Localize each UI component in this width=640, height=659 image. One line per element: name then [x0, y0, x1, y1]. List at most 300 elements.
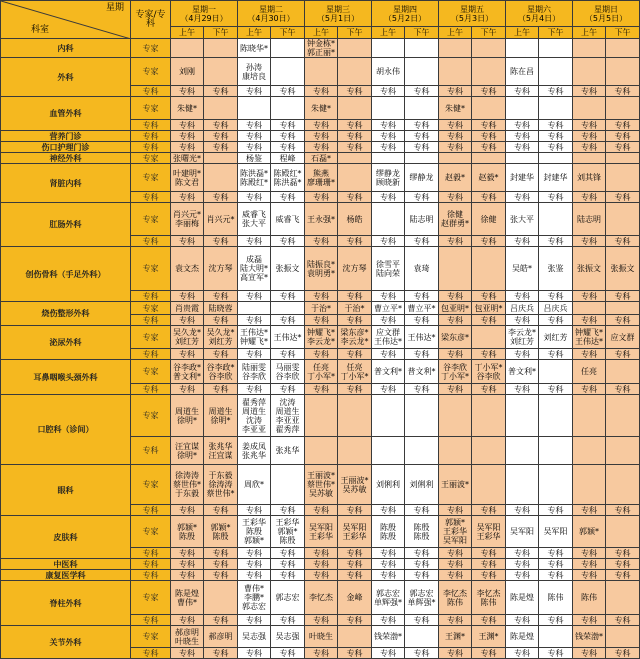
schedule-cell: 梁东彦* 李云龙* [338, 326, 372, 349]
schedule-cell [606, 437, 640, 465]
department-name: 康复医学科 [1, 570, 131, 581]
schedule-cell: 专科 [372, 315, 405, 326]
schedule-cell: 翟秀萍 周道生 沈涛 李亚亚 [238, 395, 271, 437]
schedule-cell: 专科 [238, 384, 271, 395]
schedule-cell: 专科 [439, 236, 472, 247]
schedule-cell: 陆志明 [573, 203, 606, 236]
schedule-cell [405, 58, 439, 86]
schedule-cell: 任亮 丁小军* [305, 360, 338, 384]
schedule-cell: 吕庆兵 [539, 302, 573, 315]
schedule-cell: 专科 [405, 142, 439, 153]
schedule-cell: 专科 [338, 615, 372, 626]
schedule-cell: 专科 [238, 548, 271, 559]
schedule-row [1, 626, 640, 648]
schedule-cell: 专科 [472, 548, 506, 559]
department-name: 眼科 [1, 465, 131, 516]
schedule-cell: 陈晓华* [238, 39, 271, 58]
schedule-cell: 专科 [204, 570, 238, 581]
schedule-cell: 钟耀飞* 李云龙* [305, 326, 338, 349]
schedule-cell: 陈是煌 [506, 581, 539, 615]
schedule-cell: 沈涛 周道生 李亚亚 翟秀萍 [271, 395, 305, 437]
schedule-cell: 专科 [338, 505, 372, 516]
schedule-cell [405, 395, 439, 437]
schedule-cell: 专科 [573, 192, 606, 203]
schedule-cell [472, 395, 506, 437]
schedule-row [1, 395, 640, 437]
schedule-cell: 专科 [171, 559, 204, 570]
schedule-cell: 成磊 陆大明* 高宣军* [238, 247, 271, 291]
clinic-type: 专科 [131, 648, 171, 659]
schedule-cell: 专科 [171, 349, 204, 360]
day-header: 星期三 （5月1日） [305, 1, 372, 27]
schedule-cell: 专科 [405, 291, 439, 302]
schedule-cell: 专科 [405, 192, 439, 203]
schedule-row [1, 164, 640, 192]
schedule-cell: 专科 [405, 559, 439, 570]
schedule-cell: 肖兴元* 李丽梅 [171, 203, 204, 236]
schedule-cell: 专科 [606, 120, 640, 131]
schedule-cell: 专科 [506, 120, 539, 131]
schedule-cell: 专科 [439, 384, 472, 395]
schedule-row [1, 465, 640, 505]
schedule-cell: 专科 [539, 131, 573, 142]
schedule-cell: 专科 [472, 559, 506, 570]
clinic-type: 专家 [131, 39, 171, 58]
schedule-cell: 专科 [305, 192, 338, 203]
day-header: 星期五 （5月3日） [439, 1, 506, 27]
clinic-type: 专科 [131, 384, 171, 395]
schedule-cell: 曹立平* [405, 302, 439, 315]
schedule-cell [204, 58, 238, 86]
schedule-cell [539, 465, 573, 505]
schedule-cell: 李忆杰 [305, 581, 338, 615]
schedule-cell [573, 39, 606, 58]
schedule-cell: 郭志宏 [271, 581, 305, 615]
schedule-cell: 吴久龙* 刘红芳 [204, 326, 238, 349]
schedule-cell: 专科 [506, 192, 539, 203]
schedule-cell: 专科 [472, 570, 506, 581]
day-header: 星期一 （4月29日） [171, 1, 238, 27]
schedule-cell: 石磊* [305, 153, 338, 164]
schedule-cell: 专科 [372, 615, 405, 626]
schedule-cell: 专科 [271, 86, 305, 97]
schedule-cell: 谷李政* 谷李欣 [204, 360, 238, 384]
clinic-type: 专科 [131, 142, 171, 153]
schedule-cell: 钱荣渤* [372, 626, 405, 648]
schedule-cell: 专科 [171, 120, 204, 131]
schedule-cell: 郭志宏 单辉强* [405, 581, 439, 615]
schedule-cell: 王伟达* 钟耀飞* [238, 326, 271, 349]
schedule-cell [338, 437, 372, 465]
schedule-row [1, 570, 640, 581]
schedule-cell: 袁琦 [405, 247, 439, 291]
department-name: 口腔科（诊间） [1, 395, 131, 465]
schedule-cell [439, 39, 472, 58]
schedule-cell: 专科 [472, 192, 506, 203]
schedule-cell [338, 626, 372, 648]
schedule-cell [472, 326, 506, 349]
schedule-cell: 张兆华 汪宜谋 [204, 437, 238, 465]
schedule-cell: 专科 [372, 384, 405, 395]
schedule-row [1, 581, 640, 615]
schedule-cell: 专科 [204, 349, 238, 360]
schedule-cell: 王彩华 郭颖* 陈殷 [271, 516, 305, 548]
schedule-cell: 专科 [405, 648, 439, 659]
schedule-cell: 专科 [472, 315, 506, 326]
schedule-cell: 张曙光* [171, 153, 204, 164]
schedule-cell [606, 153, 640, 164]
schedule-cell: 专科 [305, 648, 338, 659]
schedule-cell: 徐雪平 陆向荣 [372, 247, 405, 291]
schedule-cell: 缪静龙 顾晓新 [372, 164, 405, 192]
schedule-cell: 专科 [271, 615, 305, 626]
clinic-type: 专家 [131, 465, 171, 505]
schedule-cell [271, 58, 305, 86]
schedule-cell: 李忆杰 陈伟 [439, 581, 472, 615]
schedule-cell [271, 39, 305, 58]
schedule-cell [606, 97, 640, 120]
schedule-cell: 陈殷 陈殷 [372, 516, 405, 548]
department-name: 关节外科 [1, 626, 131, 659]
schedule-cell [338, 97, 372, 120]
schedule-cell: 郭颖* 陈殷 [171, 516, 204, 548]
clinic-type: 专家 [131, 581, 171, 615]
schedule-cell: 专科 [573, 131, 606, 142]
schedule-cell [606, 39, 640, 58]
schedule-cell: 徐涛涛 蔡世伟* 于东毅 [171, 465, 204, 505]
schedule-cell: 专科 [204, 120, 238, 131]
schedule-cell: 专科 [472, 142, 506, 153]
department-name: 泌尿外科 [1, 326, 131, 360]
schedule-cell [439, 437, 472, 465]
schedule-cell: 专科 [271, 131, 305, 142]
schedule-cell: 专科 [338, 648, 372, 659]
schedule-cell [439, 58, 472, 86]
schedule-cell: 吕庆兵 [506, 302, 539, 315]
schedule-cell [606, 302, 640, 315]
schedule-cell: 包亚明* [439, 302, 472, 315]
half-day-header-am: 上午 [305, 27, 338, 39]
half-day-header-am: 上午 [506, 27, 539, 39]
schedule-cell [573, 437, 606, 465]
schedule-cell: 专科 [305, 548, 338, 559]
clinic-type: 专科 [131, 86, 171, 97]
schedule-cell: 专科 [372, 559, 405, 570]
half-day-header-pm: 下午 [204, 27, 238, 39]
schedule-cell: 专科 [539, 142, 573, 153]
schedule-cell: 专科 [171, 131, 204, 142]
schedule-cell: 应文群 王伟达* [372, 326, 405, 349]
schedule-cell [338, 395, 372, 437]
schedule-cell: 赵毅* [439, 164, 472, 192]
schedule-cell: 王渊* [439, 626, 472, 648]
schedule-cell [305, 58, 338, 86]
schedule-cell [506, 39, 539, 58]
department-name: 神经外科 [1, 153, 131, 164]
schedule-cell: 专科 [372, 142, 405, 153]
clinic-type: 专家 [131, 302, 171, 315]
schedule-cell [238, 302, 271, 315]
schedule-cell: 专科 [204, 559, 238, 570]
schedule-cell [338, 58, 372, 86]
schedule-cell: 谷李欣 丁小军* [439, 360, 472, 384]
schedule-cell: 专科 [506, 559, 539, 570]
clinic-type: 专科 [131, 315, 171, 326]
schedule-cell [271, 465, 305, 505]
schedule-row [1, 247, 640, 291]
schedule-cell: 沈方琴 [338, 247, 372, 291]
schedule-cell: 专科 [606, 236, 640, 247]
schedule-cell [372, 395, 405, 437]
schedule-cell [539, 360, 573, 384]
schedule-cell: 专科 [271, 142, 305, 153]
schedule-cell: 张兆华 [271, 437, 305, 465]
schedule-cell: 专科 [372, 86, 405, 97]
schedule-cell [472, 39, 506, 58]
schedule-cell: 专科 [472, 120, 506, 131]
clinic-type: 专家 [131, 395, 171, 437]
schedule-cell: 专科 [238, 131, 271, 142]
schedule-cell: 孙涛 康培良 [238, 58, 271, 86]
schedule-cell [539, 153, 573, 164]
schedule-cell: 专科 [171, 505, 204, 516]
schedule-cell: 陈在昌 [506, 58, 539, 86]
schedule-row [1, 58, 640, 86]
schedule-cell: 徐健 赵群勇* [439, 203, 472, 236]
clinic-type: 专科 [131, 192, 171, 203]
department-name: 肛肠外科 [1, 203, 131, 247]
schedule-cell: 专科 [506, 615, 539, 626]
schedule-cell: 专科 [506, 86, 539, 97]
schedule-cell: 专科 [539, 291, 573, 302]
schedule-cell: 专科 [338, 315, 372, 326]
schedule-cell: 专科 [472, 291, 506, 302]
schedule-cell: 专科 [238, 648, 271, 659]
schedule-cell: 专科 [506, 131, 539, 142]
schedule-cell [372, 153, 405, 164]
schedule-cell: 普文利* [506, 360, 539, 384]
clinic-type: 专家 [131, 360, 171, 384]
schedule-row [1, 516, 640, 548]
schedule-cell: 专科 [204, 236, 238, 247]
schedule-cell [472, 153, 506, 164]
schedule-cell: 专科 [506, 384, 539, 395]
department-name: 烧伤整形外科 [1, 302, 131, 326]
schedule-cell: 专科 [573, 120, 606, 131]
clinic-type: 专家 [131, 247, 171, 291]
schedule-cell: 专科 [539, 559, 573, 570]
schedule-cell: 专科 [204, 505, 238, 516]
schedule-cell [606, 581, 640, 615]
schedule-cell [204, 581, 238, 615]
clinic-type: 专家 [131, 97, 171, 120]
schedule-cell: 专科 [539, 548, 573, 559]
schedule-cell: 任亮 丁小军* [338, 360, 372, 384]
schedule-row [1, 360, 640, 384]
half-day-header-pm: 下午 [338, 27, 372, 39]
schedule-cell: 封建华 [506, 164, 539, 192]
schedule-cell: 王彩华 陈殷 郭颖* [238, 516, 271, 548]
schedule-cell: 陈殿红* 陈洪磊* [271, 164, 305, 192]
schedule-cell: 叶晓生 [305, 626, 338, 648]
schedule-cell [372, 203, 405, 236]
schedule-cell: 专科 [573, 142, 606, 153]
schedule-cell: 专科 [539, 236, 573, 247]
department-name: 耳鼻咽喉头颈外科 [1, 360, 131, 395]
schedule-cell: 专科 [606, 142, 640, 153]
schedule-cell: 专科 [606, 615, 640, 626]
clinic-type: 专科 [131, 236, 171, 247]
half-day-header-am: 上午 [439, 27, 472, 39]
schedule-cell: 徐健 [472, 203, 506, 236]
schedule-cell: 普文利* [405, 360, 439, 384]
schedule-cell: 专科 [238, 86, 271, 97]
schedule-cell: 威睿飞 张大平 [238, 203, 271, 236]
schedule-cell [573, 302, 606, 315]
schedule-cell: 专科 [506, 505, 539, 516]
half-day-header-pm: 下午 [405, 27, 439, 39]
schedule-cell: 专科 [573, 570, 606, 581]
schedule-cell [204, 97, 238, 120]
schedule-cell: 专科 [405, 548, 439, 559]
schedule-cell: 专科 [606, 384, 640, 395]
schedule-cell: 专科 [539, 648, 573, 659]
department-name: 创伤骨科（手足外科） [1, 247, 131, 302]
schedule-cell: 周欣* [238, 465, 271, 505]
schedule-cell: 专科 [539, 315, 573, 326]
schedule-cell: 专科 [338, 559, 372, 570]
schedule-cell: 专科 [405, 505, 439, 516]
clinic-type: 专家 [131, 164, 171, 192]
schedule-cell: 专科 [573, 559, 606, 570]
schedule-cell: 王永强* [305, 203, 338, 236]
schedule-cell: 专科 [439, 559, 472, 570]
schedule-cell: 专科 [271, 291, 305, 302]
schedule-cell: 专科 [305, 505, 338, 516]
schedule-cell: 专科 [539, 570, 573, 581]
half-day-header-am: 上午 [171, 27, 204, 39]
schedule-cell: 专科 [338, 120, 372, 131]
schedule-cell: 专科 [439, 120, 472, 131]
schedule-cell: 陈是煌 曹伟* [171, 581, 204, 615]
schedule-cell: 钟耀飞* 王伟达* [573, 326, 606, 349]
schedule-cell: 专科 [238, 236, 271, 247]
schedule-cell [305, 395, 338, 437]
schedule-cell: 朱健* [439, 97, 472, 120]
schedule-cell: 熊燕 廖珊珊* [305, 164, 338, 192]
schedule-cell [372, 39, 405, 58]
schedule-cell [204, 164, 238, 192]
schedule-cell: 叶建明* 陈文君 [171, 164, 204, 192]
schedule-cell: 专科 [573, 548, 606, 559]
schedule-cell: 专科 [606, 131, 640, 142]
schedule-cell: 专科 [439, 86, 472, 97]
schedule-cell [539, 203, 573, 236]
schedule-cell: 专科 [338, 142, 372, 153]
schedule-cell: 钟金栋* 郭正丽* [305, 39, 338, 58]
schedule-cell: 专科 [171, 142, 204, 153]
schedule-cell [539, 97, 573, 120]
schedule-cell: 专科 [539, 349, 573, 360]
schedule-cell: 肖兴元* [204, 203, 238, 236]
schedule-cell: 专科 [305, 384, 338, 395]
schedule-cell: 于治* [305, 302, 338, 315]
schedule-cell [338, 153, 372, 164]
clinic-type: 专科 [131, 131, 171, 142]
schedule-cell: 陈是煌 [506, 626, 539, 648]
department-name: 中医科 [1, 559, 131, 570]
schedule-cell: 专科 [238, 349, 271, 360]
clinic-type: 专家 [131, 516, 171, 548]
schedule-cell: 曹伟* 李鹏* 郭志宏 [238, 581, 271, 615]
schedule-cell: 专科 [271, 192, 305, 203]
schedule-cell: 专科 [271, 648, 305, 659]
schedule-cell: 王丽波* 蔡世伟* 吴苏敏 [305, 465, 338, 505]
half-day-header-am: 上午 [573, 27, 606, 39]
schedule-cell: 专科 [405, 570, 439, 581]
schedule-cell: 专科 [305, 315, 338, 326]
schedule-cell: 专科 [271, 570, 305, 581]
schedule-cell [472, 465, 506, 505]
schedule-cell: 专科 [305, 86, 338, 97]
schedule-cell: 李云龙* 刘红芳 [506, 326, 539, 349]
corner-dept-label: 科室 [31, 25, 50, 35]
schedule-cell: 杨鉴 [238, 153, 271, 164]
schedule-row [1, 203, 640, 236]
schedule-cell [472, 97, 506, 120]
schedule-cell: 专科 [472, 131, 506, 142]
schedule-cell: 王伟达* [271, 326, 305, 349]
schedule-cell: 刘其锋 [573, 164, 606, 192]
schedule-cell: 吴军阳 王彩华 [472, 516, 506, 548]
schedule-cell: 专科 [372, 505, 405, 516]
schedule-cell: 专科 [439, 648, 472, 659]
schedule-cell: 吴志强 [238, 626, 271, 648]
schedule-cell: 吴军阳 [506, 516, 539, 548]
schedule-cell: 专科 [238, 142, 271, 153]
schedule-cell: 专科 [338, 349, 372, 360]
schedule-cell: 专科 [606, 86, 640, 97]
schedule-cell: 专科 [372, 236, 405, 247]
schedule-cell: 专科 [305, 131, 338, 142]
schedule-cell: 专科 [573, 505, 606, 516]
schedule-cell: 专科 [204, 291, 238, 302]
schedule-cell: 专科 [204, 142, 238, 153]
schedule-cell: 张振文 [606, 247, 640, 291]
half-day-header-pm: 下午 [606, 27, 640, 39]
department-name: 肾脏内科 [1, 164, 131, 203]
schedule-cell: 专科 [606, 505, 640, 516]
schedule-cell: 专科 [204, 315, 238, 326]
schedule-cell: 专科 [204, 548, 238, 559]
clinic-type: 专家 [131, 626, 171, 648]
schedule-cell [405, 39, 439, 58]
schedule-cell: 专科 [539, 505, 573, 516]
schedule-cell: 郝彦明 [204, 626, 238, 648]
schedule-cell [305, 437, 338, 465]
schedule-cell [606, 626, 640, 648]
schedule-cell: 郭颖* 陈殷 [204, 516, 238, 548]
schedule-cell: 吴军阳 王彩华 [338, 516, 372, 548]
schedule-cell: 专科 [238, 291, 271, 302]
schedule-cell [539, 395, 573, 437]
schedule-cell: 专科 [439, 192, 472, 203]
schedule-cell: 专科 [573, 291, 606, 302]
schedule-cell: 专科 [573, 86, 606, 97]
schedule-cell: 沈方琴 [204, 247, 238, 291]
schedule-cell: 张鉴 [539, 247, 573, 291]
schedule-cell [539, 626, 573, 648]
